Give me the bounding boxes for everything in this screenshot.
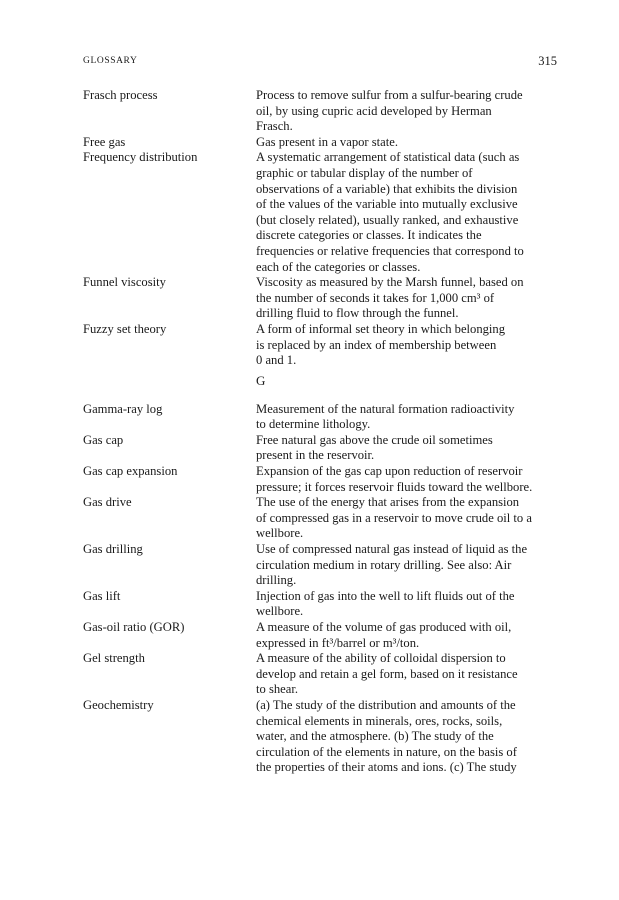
definition-line: (but closely related), usually ranked, and exhaustive [256,212,519,227]
definition-line: water, and the atmosphere. (b) The study of the [256,729,494,744]
entry-term: Funnel viscosity [83,275,166,290]
definition-line: observations of a variable) that exhibits the division [256,181,518,196]
page-number: 315 [538,54,557,68]
glossary-entry-fuzzy-set-theory [83,322,559,369]
definition-line: A form of informal set theory in which belonging [256,321,506,336]
entry-term: Frequency distribution [83,150,198,165]
definition-line: drilling. [256,573,297,588]
glossary-entry-frequency-distribution [83,150,559,275]
entry-term: Gas cap [83,432,124,447]
entry-term: Free gas [83,134,126,149]
definition-line: Free natural gas above the crude oil sometimes [256,432,493,447]
glossary-entry-gas-cap [83,433,559,464]
definition-line: pressure; it forces reservoir fluids toward the wellbore. [256,479,533,494]
definition-line: Viscosity as measured by the Marsh funnel, based on [256,275,524,290]
definition-line: each of the categories or classes. [256,259,421,274]
definition-line: Gas present in a vapor state. [256,134,398,149]
entry-term: Gel strength [83,651,145,666]
entry-definition [256,620,559,651]
definition-line: Process to remove sulfur from a sulfur-bearing crude [256,88,523,102]
definition-line: oil, by using cupric acid developed by Herman [256,103,492,118]
definition-line: discrete categories or classes. It indicates the [256,228,482,243]
entry-definition [256,589,559,620]
section-letter-heading: G [256,372,266,388]
entry-term: Fuzzy set theory [83,321,167,336]
entry-term: Frasch process [83,88,158,102]
entry-term: Gas cap expansion [83,464,178,479]
entry-term: Gas drilling [83,542,143,557]
entry-term: Gas drive [83,495,132,510]
entry-definition [256,495,559,542]
definition-line: wellbore. [256,604,304,619]
glossary-entries [83,88,559,776]
definition-line: A measure of the ability of colloidal dispersion to [256,651,506,666]
definition-line: drilling fluid to flow through the funnel. [256,306,459,321]
definition-line: A measure of the volume of gas produced with oil, [256,620,512,634]
entry-definition [256,402,559,433]
glossary-entry-geochemistry [83,698,559,776]
definition-line: frequencies or relative frequencies that correspond to [256,243,524,258]
entry-definition [256,433,559,464]
glossary-entry-free-gas [83,135,559,151]
definition-line: A systematic arrangement of statistical data (such as [256,150,520,165]
glossary-entry-gas-drive [83,495,559,542]
glossary-entry-gamma-ray-log [83,402,559,433]
entry-term: Gamma-ray log [83,401,163,416]
definition-line: chemical elements in minerals, ores, rocks, soils, [256,713,503,728]
entry-definition [256,88,559,135]
glossary-entry-gel-strength [83,651,559,698]
definition-line: to determine lithology. [256,417,371,432]
entry-definition [256,135,559,151]
definition-line: of the values of the variable into mutually exclusive [256,197,518,212]
entry-term: Geochemistry [83,697,154,712]
entry-definition [256,150,559,275]
glossary-entry-gas-oil-ratio [83,620,559,651]
entry-definition [256,464,559,495]
glossary-entry-funnel-viscosity [83,275,559,322]
definition-line: circulation medium in rotary drilling. See also: Air [256,557,512,572]
definition-line: Injection of gas into the well to lift fluids out of the [256,588,515,603]
definition-line: expressed in ft³/barrel or m³/ton. [256,635,420,650]
definition-line: Use of compressed natural gas instead of liquid as the [256,542,528,557]
definition-line: the number of seconds it takes for 1,000 cm³ of [256,290,495,305]
glossary-entry-frasch-process [83,88,559,135]
definition-line: the properties of their atoms and ions. (c) The study [256,760,517,775]
entry-definition [256,651,559,698]
definition-line: (a) The study of the distribution and amounts of the [256,697,516,712]
definition-line: wellbore. [256,526,304,541]
definition-line: develop and retain a gel form, based on it resistance [256,666,518,681]
definition-line: Frasch. [256,119,293,134]
entry-definition [256,275,559,322]
definition-line: 0 and 1. [256,353,297,368]
definition-line: to shear. [256,682,298,697]
entry-term: Gas lift [83,588,121,603]
definition-line: The use of the energy that arises from the expansion [256,495,520,510]
definition-line: Measurement of the natural formation radioactivity [256,401,515,416]
glossary-entry-gas-drilling [83,542,559,589]
entry-definition [256,322,559,369]
entry-definition [256,542,559,589]
definition-line: is replaced by an index of membership between [256,337,497,352]
running-title: GLOSSARY [83,56,138,66]
definition-line: Expansion of the gas cap upon reduction of reservoir [256,464,523,479]
definition-line: present in the reservoir. [256,448,375,463]
definition-line: graphic or tabular display of the number of [256,165,473,180]
running-head [83,56,557,70]
glossary-entry-gas-cap-expansion [83,464,559,495]
entry-definition [256,698,559,776]
definition-line: of compressed gas in a reservoir to move crude oil to a [256,510,532,525]
glossary-entry-gas-lift [83,589,559,620]
entry-term: Gas-oil ratio (GOR) [83,620,185,634]
definition-line: circulation of the elements in nature, on the basis of [256,744,517,759]
